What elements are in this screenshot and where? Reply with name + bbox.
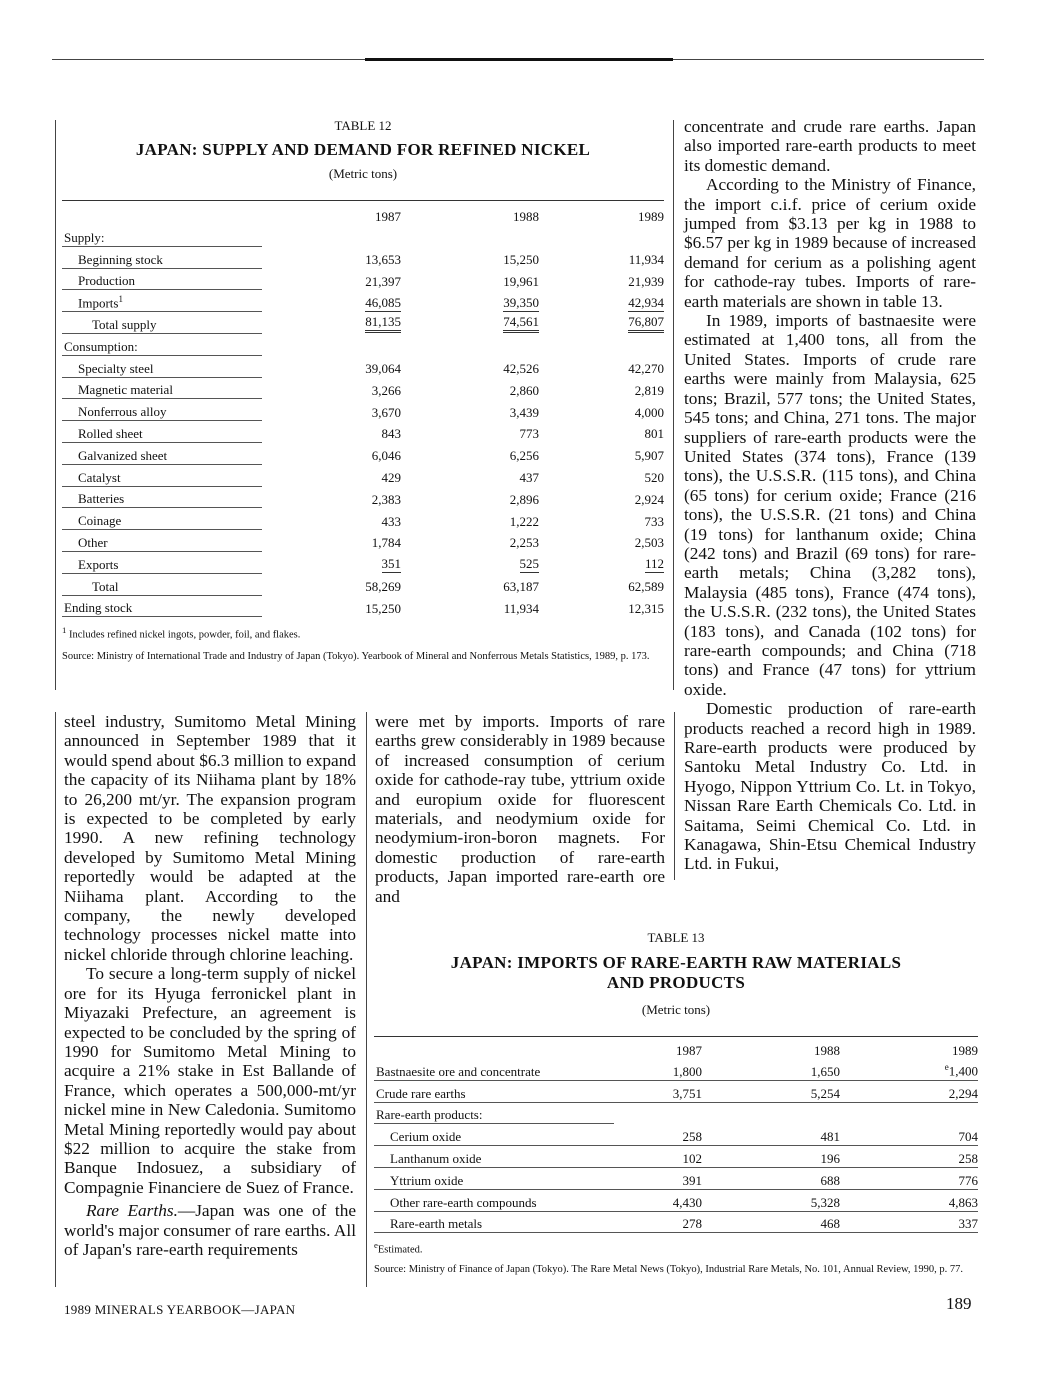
table-cell <box>262 268 409 290</box>
row-label-text: Production <box>78 273 136 289</box>
table-cell <box>840 1211 978 1233</box>
row-label-text: Nonferrous alloy <box>78 404 167 420</box>
cell-value: 3,439 <box>509 404 539 420</box>
cell-value: 6,256 <box>509 448 539 464</box>
table-cell <box>539 421 664 443</box>
table-cell <box>539 312 664 334</box>
table12-footnote-text: Includes refined nickel ingots, powder, foil, and flakes. <box>69 629 301 641</box>
row-label <box>62 312 262 334</box>
table-row <box>62 421 664 443</box>
cell-value: 13,653 <box>365 252 401 268</box>
table12-subtitle: (Metric tons) <box>328 166 398 181</box>
table-row <box>374 1211 978 1233</box>
cell-value: 5,328 <box>810 1194 840 1210</box>
cell-value: 2,253 <box>509 535 539 551</box>
cell-value: 2,383 <box>371 491 401 507</box>
cell-value: 2,860 <box>509 382 539 398</box>
table-cell <box>539 530 664 552</box>
table-row <box>62 530 664 552</box>
paragraph-text: —Japan was one of the world's major consumer of rare earths. All of Japan's rare-earth requirements <box>64 1201 357 1259</box>
table-cell <box>702 1167 840 1189</box>
table-row <box>62 312 664 334</box>
paragraph: Domestic production of rare-earth products reached a record high in 1989. Rare-earth products were produced by Santoku Metal Industry Co. Ltd. in Hyogo, Nippon Yttrium Co. Lt. in Tokyo, Nissan Rare Earth Chemicals Co. Ltd. in Saitama, Seimi Chemical Co. Ltd. in Kanagawa, Shin-Etsu Chemical Industry Ltd. in Fukui, <box>684 699 976 874</box>
cell-value: 19,961 <box>503 273 539 289</box>
table-cell <box>262 595 409 617</box>
row-label-text: Bastnaesite ore and concentrate <box>376 1063 541 1079</box>
row-label <box>62 421 262 443</box>
table-cell <box>539 508 664 530</box>
table-row <box>374 1102 978 1124</box>
table-row <box>62 551 664 573</box>
cell-value: 391 <box>682 1172 702 1188</box>
table13-footnote-text: Estimated. <box>377 1244 423 1256</box>
table-cell <box>409 355 539 377</box>
table-row <box>62 486 664 508</box>
cell-value: 843 <box>381 426 401 442</box>
table-cell <box>702 1059 840 1080</box>
row-label-text: Ending stock <box>64 600 133 616</box>
row-label-text: Other rare-earth compounds <box>390 1194 537 1210</box>
row-label <box>62 268 262 290</box>
table-cell <box>262 333 409 355</box>
table-cell <box>409 290 539 312</box>
row-label-text: Specialty steel <box>78 360 154 376</box>
table-cell <box>262 399 409 421</box>
cell-value: 2,819 <box>634 382 664 398</box>
row-label <box>374 1080 614 1102</box>
cell-value: 3,751 <box>672 1085 702 1101</box>
cell-value: 520 <box>644 470 664 486</box>
row-label-text: Supply: <box>64 229 105 245</box>
table-cell <box>539 399 664 421</box>
row-label <box>62 442 262 464</box>
table-cell <box>614 1102 702 1124</box>
table-cell <box>614 1211 702 1233</box>
table-cell <box>614 1124 702 1146</box>
table-cell <box>614 1059 702 1080</box>
page-number: 189 <box>946 1294 972 1313</box>
table-row <box>62 268 664 290</box>
table-row <box>62 595 664 617</box>
cell-value: 74,561 <box>503 314 539 333</box>
table12-year-header: 1988 <box>513 209 539 224</box>
cell-value: 12,315 <box>628 600 664 616</box>
table12-year-header: 1987 <box>375 209 401 224</box>
row-label <box>374 1211 614 1233</box>
table-cell <box>702 1102 840 1124</box>
table-cell <box>539 442 664 464</box>
table13-subtitle: (Metric tons) <box>641 1002 711 1017</box>
table-cell <box>409 595 539 617</box>
row-label-text: Catalyst <box>78 469 121 485</box>
table-cell <box>262 246 409 268</box>
table-row <box>62 573 664 595</box>
table-cell <box>539 268 664 290</box>
row-label <box>62 530 262 552</box>
row-label <box>374 1102 614 1124</box>
table-cell <box>409 246 539 268</box>
cell-value: 437 <box>519 470 539 486</box>
table-cell <box>262 486 409 508</box>
row-label <box>62 399 262 421</box>
text-column-left <box>64 712 356 1259</box>
table-cell <box>539 551 664 573</box>
table-cell <box>262 551 409 573</box>
table-cell <box>262 573 409 595</box>
cell-value: 3,670 <box>371 404 401 420</box>
cell-value: 1,650 <box>810 1063 840 1079</box>
table-cell <box>840 1059 978 1080</box>
cell-value: 1,784 <box>371 535 401 551</box>
cell-value: 42,526 <box>503 361 539 377</box>
row-label-text: Lanthanum oxide <box>390 1150 482 1166</box>
row-label-text: Rare-earth metals <box>390 1216 483 1232</box>
cell-value: 62,589 <box>628 579 664 595</box>
cell-value: 39,350 <box>503 294 539 310</box>
row-label <box>374 1124 614 1146</box>
table13-number: TABLE 13 <box>647 930 705 945</box>
row-label-text: Galvanized sheet <box>78 447 168 463</box>
cell-value: 468 <box>820 1216 840 1232</box>
paragraph: concentrate and crude rare earths. Japan also imported rare-earth products to meet its domestic demand. <box>684 117 976 175</box>
table-cell <box>840 1189 978 1211</box>
table-cell <box>702 1080 840 1102</box>
cell-value: 15,250 <box>365 600 401 616</box>
row-label-text: Cerium oxide <box>390 1129 462 1145</box>
row-label <box>374 1167 614 1189</box>
table-cell <box>409 268 539 290</box>
row-label-text: Crude rare earths <box>376 1085 466 1101</box>
table-row <box>374 1146 978 1168</box>
cell-value: 11,934 <box>628 252 664 268</box>
cell-value: 688 <box>820 1172 840 1188</box>
table-row <box>374 1080 978 1102</box>
row-label <box>62 377 262 399</box>
table-cell <box>539 290 664 312</box>
cell-value: 2,503 <box>634 535 664 551</box>
row-label-text: Imports <box>78 295 119 311</box>
cell-value: 258 <box>682 1129 702 1145</box>
paragraph <box>64 1201 356 1259</box>
paragraph: steel industry, Sumitomo Metal Mining announced in September 1989 that it would spend about $6.3 million to expand the capacity of its Niihama plant by 18% to 26,200 mt/yr. The expansion program is expected to be completed by early 1990. A new refining technology developed by Sumitomo Metal Mining reportedly would be adapted at the Niihama plant. According to the company, the newly developed technology processes nickel matte into nickel chloride through chlorine leaching. <box>64 712 356 964</box>
cell-value: 258 <box>958 1150 978 1166</box>
table12-number: TABLE 12 <box>334 118 392 133</box>
column-rule-middle-lower <box>366 712 367 1287</box>
table13-title-line: AND PRODUCTS <box>606 973 746 992</box>
text-column-right <box>684 117 976 874</box>
table-cell <box>409 486 539 508</box>
row-label-text: Rolled sheet <box>78 425 143 441</box>
table13-title <box>374 953 978 993</box>
row-label-text: Consumption: <box>64 338 138 354</box>
table12-footnote-mark: 1 <box>62 625 67 636</box>
cell-value: 21,397 <box>365 273 401 289</box>
cell-value: 11,934 <box>503 600 539 616</box>
table-cell <box>539 464 664 486</box>
row-label <box>62 225 262 246</box>
cell-value: 63,187 <box>503 579 539 595</box>
paragraph: were met by imports. Imports of rare earths grew considerably in 1989 because of increased consumption of cerium oxide for cathode-ray tube, yttrium oxide and europium oxide for fluorescent materials, and neodymium oxide for neodymium-iron-boron magnets. For domestic production of rare-earth products, Japan imported rare-earth ore and <box>375 712 665 906</box>
row-label-text: Rare-earth products: <box>376 1107 483 1123</box>
cell-value: 1,400 <box>948 1063 978 1079</box>
table-cell <box>539 355 664 377</box>
row-label-text: Magnetic material <box>78 382 173 398</box>
table-cell <box>409 312 539 334</box>
paragraph: In 1989, imports of bastnaesite were estimated at 1,400 tons, all from the United States. Imports of crude rare earths were mainly from Malaysia, 625 tons; Brazil, 577 tons; the United States, 545 tons; and China, 271 tons. The major suppliers of rare-earth products were the United States (374 tons), France (139 tons), the U.S.S.R. (115 tons), and China (65 tons) for cerium oxide; France (216 tons), the U.S.S.R. (21 tons) and China (19 tons) for lanthanum oxide; China (242 tons) and Brazil (69 tons) for rare-earth metals; China (3,282 tons), Malaysia (485 tons), France (474 tons), the U.S.S.R. (232 tons), the United States (183 tons), and Canada (102 tons) for rare-earth compounds; and China (718 tons) and France (47 tons) for yttrium oxide. <box>684 311 976 699</box>
column-rule-left-upper <box>55 120 56 690</box>
row-label-text: Batteries <box>78 491 125 507</box>
table-cell <box>840 1124 978 1146</box>
table-cell <box>539 595 664 617</box>
table13-grid <box>374 1037 978 1233</box>
table13-footnote <box>374 1238 978 1258</box>
table-row <box>62 464 664 486</box>
cell-value: 278 <box>682 1216 702 1232</box>
table-row <box>374 1167 978 1189</box>
paragraph: To secure a long-term supply of nickel ore for its Hyuga ferronickel plant in Miyazaki Prefecture, an agreement is expected to be concluded by the spring of 1990 for Sumitomo Metal Mining to acquire a 21% stake in Est Ballande of France, which operates a 500,000-mt/yr nickel mine in New Caledonia. Sumitomo Metal Mining reportedly would pay about $22 million to acquire the stake from Banque Indosuez, a subsidiary of Compagnie Financiere de Suez of France. <box>64 964 356 1197</box>
row-label <box>62 464 262 486</box>
cell-value: 3,266 <box>371 382 401 398</box>
table12-footnote <box>62 623 664 643</box>
table-cell <box>614 1080 702 1102</box>
table-cell <box>840 1167 978 1189</box>
row-label <box>62 246 262 268</box>
cell-value: 429 <box>381 470 401 486</box>
table12-source: Source: Ministry of International Trade and Industry of Japan (Tokyo). Yearbook of Mineral and Nonferrous Metals Statistics, 1989, p. 173. <box>62 650 650 662</box>
table12-year-header: 1989 <box>638 209 664 224</box>
table-cell <box>409 551 539 573</box>
table-cell <box>262 312 409 334</box>
footnote-mark: 1 <box>118 293 123 304</box>
table12 <box>62 118 664 664</box>
row-label <box>62 595 262 617</box>
cell-value: 337 <box>958 1216 978 1232</box>
table-cell <box>262 530 409 552</box>
table-cell <box>614 1146 702 1168</box>
table-cell <box>409 225 539 246</box>
row-label <box>62 355 262 377</box>
cell-value: 525 <box>519 556 539 572</box>
table13-title-line: JAPAN: IMPORTS OF RARE-EARTH RAW MATERIALS <box>450 953 902 972</box>
table-cell <box>409 530 539 552</box>
table-cell <box>262 508 409 530</box>
cell-value: 1,800 <box>672 1063 702 1079</box>
cell-value: 6,046 <box>371 448 401 464</box>
row-label-text: Total supply <box>92 316 157 332</box>
table-cell <box>262 290 409 312</box>
table-row <box>62 246 664 268</box>
table-row <box>62 333 664 355</box>
table-cell <box>702 1124 840 1146</box>
table-row <box>62 355 664 377</box>
table-cell <box>840 1102 978 1124</box>
row-label-text: Exports <box>78 556 119 572</box>
table-cell <box>702 1211 840 1233</box>
table-row <box>374 1059 978 1080</box>
cell-value: 801 <box>644 426 664 442</box>
cell-value: 76,807 <box>628 314 664 333</box>
cell-value: 433 <box>381 513 401 529</box>
cell-value: 81,135 <box>365 314 401 333</box>
table-cell <box>539 246 664 268</box>
cell-value: 4,000 <box>634 404 664 420</box>
cell-value: 46,085 <box>365 294 401 310</box>
row-label <box>62 290 262 312</box>
table-cell <box>539 333 664 355</box>
table-cell <box>539 573 664 595</box>
cell-value: 773 <box>519 426 539 442</box>
table-row <box>62 442 664 464</box>
cell-value: 15,250 <box>503 252 539 268</box>
table-cell <box>409 508 539 530</box>
cell-value: 2,294 <box>948 1085 978 1101</box>
table13-source: Source: Ministry of Finance of Japan (Tokyo). The Rare Metal News (Tokyo), Industrial Rare Metals, No. 101, Annual Review, 1990, p. 77. <box>374 1263 964 1275</box>
row-label <box>62 333 262 355</box>
table-row <box>62 399 664 421</box>
row-label <box>62 573 262 595</box>
table-cell <box>539 377 664 399</box>
cell-value: 5,907 <box>634 448 664 464</box>
cell-value: 481 <box>820 1129 840 1145</box>
section-heading-rare-earths: Rare Earths. <box>86 1201 178 1221</box>
row-label <box>62 551 262 573</box>
row-label <box>62 486 262 508</box>
estimate-mark: e <box>944 1062 949 1073</box>
table-row <box>374 1189 978 1211</box>
cell-value: 42,934 <box>628 294 664 310</box>
cell-value: 5,254 <box>810 1085 840 1101</box>
table-cell <box>539 225 664 246</box>
cell-value: 58,269 <box>365 579 401 595</box>
table13-year-header: 1989 <box>952 1043 978 1058</box>
table-cell <box>702 1146 840 1168</box>
table-row <box>62 225 664 246</box>
cell-value: 4,863 <box>948 1194 978 1210</box>
table-cell <box>262 421 409 443</box>
table-cell <box>840 1080 978 1102</box>
table-cell <box>262 225 409 246</box>
table-cell <box>409 464 539 486</box>
table-cell <box>409 421 539 443</box>
row-label <box>374 1189 614 1211</box>
row-label-text: Total <box>92 578 119 594</box>
row-label <box>374 1059 614 1080</box>
row-label-text: Yttrium oxide <box>390 1172 464 1188</box>
cell-value: 21,939 <box>628 273 664 289</box>
header-rule-accent <box>365 58 673 61</box>
column-rule-left-lower <box>55 712 56 1287</box>
column-rule-middle-upper <box>673 120 674 690</box>
cell-value: 704 <box>958 1129 978 1145</box>
cell-value: 42,270 <box>628 361 664 377</box>
row-label-text: Beginning stock <box>78 251 163 267</box>
row-label <box>62 508 262 530</box>
table13-year-header: 1987 <box>676 1043 702 1058</box>
column-rule-right-lower <box>674 712 675 880</box>
table12-title: JAPAN: SUPPLY AND DEMAND FOR REFINED NICKEL <box>135 140 591 159</box>
table13 <box>374 930 978 1277</box>
cell-value: 2,896 <box>509 491 539 507</box>
table12-grid <box>62 201 664 617</box>
cell-value: 112 <box>644 556 664 572</box>
cell-value: 733 <box>644 513 664 529</box>
cell-value: 102 <box>682 1150 702 1166</box>
cell-value: 4,430 <box>672 1194 702 1210</box>
table-cell <box>409 333 539 355</box>
table13-footnote-mark: e <box>374 1240 378 1251</box>
running-footer: 1989 MINERALS YEARBOOK—JAPAN <box>64 1302 296 1317</box>
cell-value: 776 <box>958 1172 978 1188</box>
row-label <box>374 1146 614 1168</box>
cell-value: 351 <box>381 556 401 572</box>
table-cell <box>539 486 664 508</box>
table-cell <box>262 442 409 464</box>
table-cell <box>409 442 539 464</box>
table-row <box>62 508 664 530</box>
row-label-text: Other <box>78 534 108 550</box>
text-column-middle <box>375 712 665 906</box>
cell-value: 39,064 <box>365 361 401 377</box>
cell-value: 1,222 <box>509 513 539 529</box>
table-cell <box>702 1189 840 1211</box>
table-row <box>62 377 664 399</box>
table-cell <box>409 573 539 595</box>
table13-year-header: 1988 <box>814 1043 840 1058</box>
table-cell <box>262 377 409 399</box>
table-cell <box>614 1189 702 1211</box>
table-cell <box>409 377 539 399</box>
table-cell <box>409 399 539 421</box>
table-row <box>374 1124 978 1146</box>
table-row <box>62 290 664 312</box>
cell-value: 196 <box>820 1150 840 1166</box>
table-cell <box>262 464 409 486</box>
cell-value: 2,924 <box>634 491 664 507</box>
table-cell <box>262 355 409 377</box>
paragraph: According to the Ministry of Finance, the import c.i.f. price of cerium oxide jumped from $3.13 per kg in 1988 to $6.57 per kg in 1989 because of increased demand for cerium as a polishing agent for cathode-ray tubes. Imports of rare-earth materials are shown in table 13. <box>684 175 976 311</box>
row-label-text: Coinage <box>78 513 122 529</box>
table-cell <box>840 1146 978 1168</box>
table-cell <box>614 1167 702 1189</box>
